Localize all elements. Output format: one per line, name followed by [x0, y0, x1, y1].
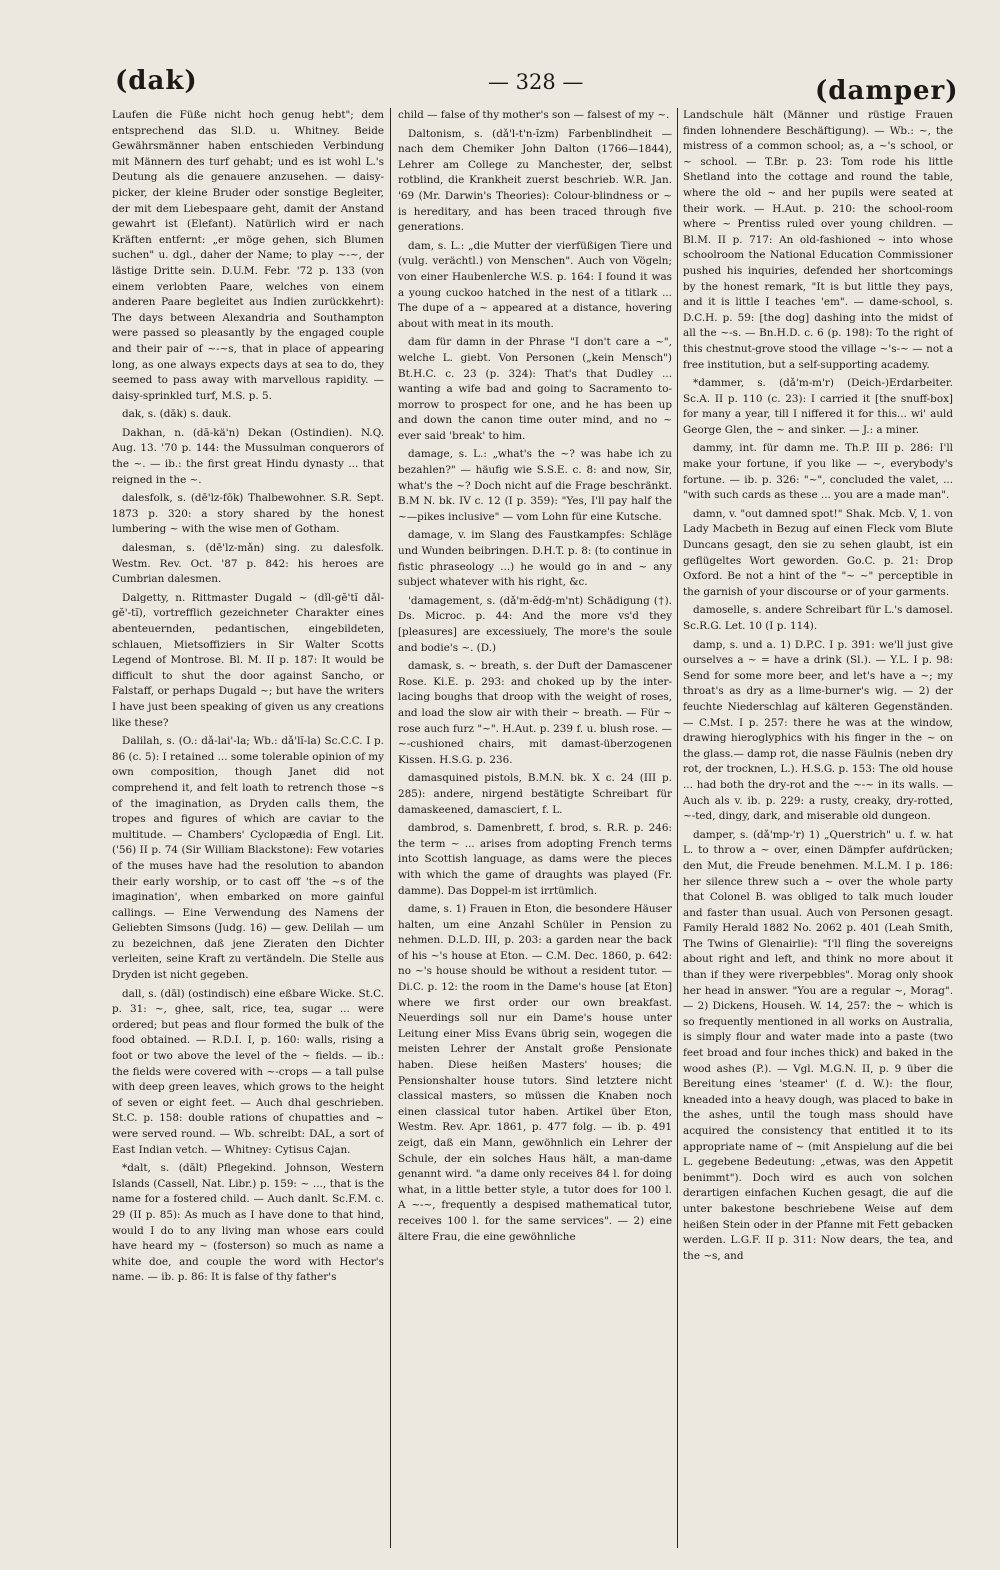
left-running-headword: (dak) [115, 66, 198, 96]
dictionary-entry: dak, s. (dāk) s. dauk. [122, 408, 232, 421]
dictionary-entry: Dalilah, s. (O.: dǎ-lai'-la; Wb.: dǎ'lĭ-la) Sc.C.C. I p. 86 (c. 5): I retained ... some tolerable opinion of my own composition, though Janet did not comprehend it, and felt loath to retrench those ~s of the imagination, as Dryden calls them, the tropes and figures of which are caviar to the multitude. — Chambers' Cyclopædia of Engl. Lit. ('56) II p. 74 (Sir William Blackstone): Few votaries of the muses have had the resolution to abandon their early worship, or to cast off 'the ~s of the imagination', when embarked on more gainful callings. — Eine Verwendung des Namens der Geliebten Simsons (Judg. 16) — gew. Delilah — um zu bezeichnen, daß jene Zieraten den Dichter verleiten, seine Kraft zu vertändeln. Die Stelle aus Dryden ist nicht gegeben. [112, 735, 384, 982]
dictionary-entry: *dammer, s. (dǎ'm-m'r) (Deich-)Erdarbeiter. Sc.A. II p. 110 (c. 23): I carried it [the snuff-box] for many a year, till I niffered it for this... wi' auld George Glen, the ~ and sinker. — J.: a miner. [683, 377, 953, 436]
dictionary-entry: damage, v. im Slang des Faustkampfes: Schläge und Wunden beibringen. D.H.T. p. 8: (to continue in fistic phraseology ...) he would go in and ~ any subject whatever with his right, &c. [398, 529, 672, 589]
column-divider-right [677, 108, 678, 1548]
dictionary-entry: 'damagement, s. (dǎ'm-ĕdġ-m'nt) Schädigung (†). Ds. Microc. p. 44: And the more vs'd they [pleasures] are excessiuely, The more's the soule and bodie's ~. (D.) [398, 594, 672, 654]
dictionary-entry: dall, s. (dāl) (ostindisch) eine eßbare Wicke. St.C. p. 31: ~, ghee, salt, rice, tea, sugar ... were ordered; but peas and flour formed the bulk of the food obtained. — R.D.I. I, p. 160: walls, rising a foot or two above the level of the ~ fields. — ib.: the fields were covered with ~-crops — a tall pulse with deep green leaves, which grows to the height of seven or eight feet. — Auch dhal geschrieben. St.C. p. 158: double rations of chupatties and ~ were served round. — Wb. schreibt: DAL, a sort of East Indian vetch. — Whitney: Cytisus Cajan. [112, 987, 384, 1156]
dictionary-entry: Dalgetty, n. Rittmaster Dugald ~ (dǐl-gĕ'tĭ dǎl-gĕ'-tĭ), vortrefflich gezeichneter Charakter eines abenteuernden, pedantischen, eingebildeten, schlauen, Mietsoffiziers in Sir Walter Scotts Legend of Montrose. Bl. M. II p. 187: It would be difficult to shut the door against Sancho, or Falstaff, or perhaps Dugald ~; but have the writers I have just been speaking of given us any creations like these? [112, 591, 384, 729]
dictionary-entry: Daltonism, s. (dǎ'l-t'n-ĭzm) Farbenblindheit — nach dem Chemiker John Dalton (1766—1844), Lehrer am College zu Manchester, der, selbst rotblind, die Krankheit zuerst beschrieb. W.R. Jan. '69 (Mr. Darwin's Theories): Colour-blindness or ~ is hereditary, and has been traced through five generations. [398, 127, 672, 234]
left-column [112, 108, 384, 1558]
dictionary-entry: Landschule hält (Männer und rüstige Frauen finden lohnendere Beschäftigung). — Wb.: ~, the mistress of a common school; as, a ~'s school, or ~ school. — T.Br. p. 23: Tom rode his little Shetland into the cottage and round the table, where the old ~ and her pupils were seated at their work. — H.Aut. p. 210: the school-room where ~ Prentiss ruled over young children. — Bl.M. II p. 717: An old-fashioned ~ into whose schoolroom the National Education Commissioner pushed his inquiries, defended her shortcomings by the honest remark, "It is but little they pays, and it is little I teaches 'em". — dame-school, s. D.C.H. p. 59: [the dog] dashing into the midst of all the ~-s. — Bn.H.D. c. 6 (p. 198): To the right of this chestnut-grove stood the village ~'s-~ — not a free institution, but a self-supporting academy. [683, 109, 953, 371]
dictionary-entry: dame, s. 1) Frauen in Eton, die besondere Häuser halten, um eine Anzahl Schüler in Pension zu nehmen. D.L.D. III, p. 203: a garden near the back of his ~'s house at Eton. — C.M. Dec. 1860, p. 642: no ~'s house should be without a resident tutor. — Di.C. p. 12: the room in the Dame's house [at Eton] where we first order our own breakfast. Neuerdings soll nur ein Dame's house unter Leitung einer Miss Evans übrig sein, wogegen die meisten Lehrer der Anstalt große Pensionate haben. Diese heißen Masters' houses; die Pensionshalter house tutors. Sind letztere nicht classical masters, so müssen die Knaben noch einen classical tutor haben. Artikel über Eton, Westm. Rev. Apr. 1861, p. 477 folg. — ib. p. 491 zeigt, daß ein Mann, gewöhnlich ein Lehrer der Schule, der ein solches Haus hält, a man-dame genannt wird. "a dame only receives 84 l. for doing what, in a little better style, a tutor does for 100 l. A ~-~, frequently a despised mathematical tutor, receives 100 l. for the same services". — 2) eine ältere Frau, die eine gewöhnliche [398, 903, 672, 1243]
dictionary-entry: damask, s. ~ breath, s. der Duft der Damascener Rose. Ki.E. p. 293: and choked up by the inter-lacing boughs that droop with the weight of roses, and load the slow air with their ~ breath. — Für ~ rose auch furz "~". H.Aut. p. 239 f. u. blush rose. — ~-cushioned chairs, mit damast-überzogenen Kissen. H.S.G. p. 236. [398, 660, 672, 766]
page-number: — 328 — [488, 70, 584, 94]
dictionary-entry: damage, s. L.: „what's the ~? was habe ich zu bezahlen?" — häufig wie S.S.E. c. 8: and now, Sir, what's the ~? Doch nicht auf die Frage beschränkt. B.M N. bk. IV c. 12 (I p. 359): "Yes, I'll pay half the ~—pikes inclusive" — vom Lohn für eine Kutsche. [398, 448, 672, 523]
dictionary-entry: damasquined pistols, B.M.N. bk. X c. 24 (III p. 285): andere, nirgend bestätigte Schreibart für damaskeened, damasciert, f. L. [398, 772, 672, 816]
page-header [0, 0, 1000, 110]
column-divider-left [390, 108, 391, 1548]
right-running-headword: (damper) [815, 76, 959, 106]
dictionary-entry: *dalt, s. (dālt) Pflegekind. Johnson, Western Islands (Cassell, Nat. Libr.) p. 159: ~ ..., that is the name for a fostered child. — Auch danlt. Sc.F.M. c. 29 (II p. 85): As much as I have done to that hind, would I do to any living man whose ears could have heard my ~ (fosterson) so much as name a white doe, and couple the word with Hector's name. — ib. p. 86: It is false of thy father's [112, 1162, 384, 1284]
dictionary-entry: dalesman, s. (dē'lz-mǎn) sing. zu dalesfolk. Westm. Rev. Oct. '87 p. 842: his heroes are Cumbrian dalesmen. [112, 542, 384, 586]
right-column [683, 108, 953, 1558]
dictionary-entry: dalesfolk, s. (dē'lz-fōk) Thalbewohner. S.R. Sept. 1873 p. 320: a story shared by the honest lumbering ~ with the wise men of Gotham. [112, 492, 384, 536]
middle-column [398, 108, 672, 1558]
dictionary-entry: damoselle, s. andere Schreibart für L.'s damosel. Sc.R.G. Let. 10 (I p. 114). [683, 604, 953, 632]
dictionary-entry: dammy, int. für damn me. Th.P. III p. 286: I'll make your fortune, if you like — ~, everybody's fortune. — ib. p. 326: "~", concluded the valet, ... "with such cards as these ... you are a made man". [683, 442, 953, 502]
dictionary-entry: child — false of thy mother's son — falsest of my ~. [398, 109, 670, 121]
dictionary-entry: damp, s. und a. 1) D.P.C. I p. 391: we'll just give ourselves a ~ = have a drink (Sl.). — Y.L. I p. 98: Send for some more beer, and let's have a ~; my throat's as dry as a lime-burner's wig. — 2) der feuchte Niederschlag auf kälteren Gegenständen. — C.Mst. I p. 257: there he was at the window, drawing hieroglyphics with his finger in the ~ on the glass.— damp rot, die nasse Fäulnis (neben dry rot, der trocknen, L.). H.S.G. p. 153: The old house ... had both the dry-rot and the ~-~ in its walls. — Auch als v. ib. p. 229: a rusty, creaky, dry-rotted, ~-ted, dingy, dark, and miserable old dungeon. [683, 638, 953, 823]
dictionary-entry: dambrod, s. Damenbrett, f. brod, s. R.R. p. 246: the term ~ ... arises from adopting French terms into Scottish language, as dams were the pieces with which the game of draughts was played (Fr. damme). Das Doppel-m ist irrtümlich. [398, 822, 672, 897]
dictionary-entry: damn, v. "out damned spot!" Shak. Mcb. V, 1. von Lady Macbeth in Bezug auf einen Fleck vom Blute Duncans gesagt, den sie zu sehen glaubt, ist ein geflügeltes Wort geworden. Go.C. p. 21: Drop Oxford. Be not a hint of the "~ ~" perceptible in the garnish of your discourse or of your garments. [683, 507, 953, 598]
dictionary-entry: dam, s. L.: „die Mutter der vierfüßigen Tiere und (vulg. verächtl.) von Menschen". Auch von Vögeln; von einer Haubenlerche W.S. p. 164: I found it was a young cuckoo hatched in the nest of a titlark ... The dupe of a ~ appeared at a distance, hovering about with meat in its mouth. [398, 239, 672, 330]
dictionary-entry: Dakhan, n. (dā-kä'n) Dekan (Ostindien). N.Q. Aug. 13. '70 p. 144: the Mussulman conquerors of the ~. — ib.: the first great Hindu dynasty ... that reigned in the ~. [112, 426, 384, 486]
dictionary-entry: Laufen die Füße nicht hoch genug hebt"; dem entsprechend das Sl.D. u. Whitney. Beide Gewährsmänner haben entschieden Verbindung mit Männern des turf gehabt; und es ist wohl L.'s Deutung als die genauere anzusehen. — daisy-picker, der kleine Bruder oder sonstige Begleiter, der mit dem Liebespaare geht, damit der Anstand gewahrt ist (Elefant). Natürlich wird er nach Kräften entfernt: „er möge gehen, sich Blumen suchen" u. dgl., daher der Name; to play ~-~, der lästige Dritte sein. D.U.M. Febr. '72 p. 133 (von einem verlobten Paare, welches von einem anderen Paare begleitet aus Indien zurückkehrt): The days between Alexandria and Southampton were passed so pleasantly by the engaged couple and their pair of ~-~s, that in place of appearing long, as one always expects days at sea to do, they seemed to pass away with marvellous rapidity. — daisy-sprinkled turf, M.S. p. 5. [112, 109, 384, 402]
dictionary-entry: dam für damn in der Phrase "I don't care a ~", welche L. giebt. Von Personen („kein Mensch") Bt.H.C. c. 23 (p. 324): That's that Dudley ... wanting a wife bad and going to Sacramento to-morrow to prospect for one, and he has been up and down the canon time outer mind, and no ~ ever said 'break' to him. [398, 336, 672, 442]
dictionary-entry: damper, s. (dǎ'mp-'r) 1) „Querstrich" u. f. w. hat L. to throw a ~ over, einen Dämpfer aufdrücken; den Mut, die Freude benehmen. M.L.M. I p. 186: her silence threw such a ~ over the whole party that Colonel B. was obliged to talk much louder and faster than usual. Auch von Personen gesagt. Family Herald 1882 No. 2062 p. 401 (Leah Smith, The Twins of Glenairlie): "I'll fling the sovereigns about right and left, and think no more about it than if they were riverpebbles". Morag only shook her head in answer. "You are a regular ~, Morag". — 2) Dickens, Househ. W. 14, 257: the ~ which is so frequently mentioned in all works on Australia, is simply flour and water made into a paste (two feet broad and four inches thick) and baked in the wood ashes (P.). — Vgl. M.G.N. II, p. 9 über die Bereitung eines 'steamer' (f. d. W.): the flour, kneaded into a heavy dough, was placed to bake in the ashes, until the tough mass should have acquired the consistency that entitled it to its appropriate name of ~ (mit Anspielung auf die bei L. gegebene Bedeutung: „etwas, was den Appetit benimmt"). Doch wird es auch von solchen derartigen einfachen Kuchen gesagt, die auf die unter bakestone beschriebene Weise auf dem heißen Stein oder in der Pfanne mit Fett gebacken werden. L.G.F. II p. 311: Now dears, the tea, and the ~s, and [683, 828, 953, 1262]
